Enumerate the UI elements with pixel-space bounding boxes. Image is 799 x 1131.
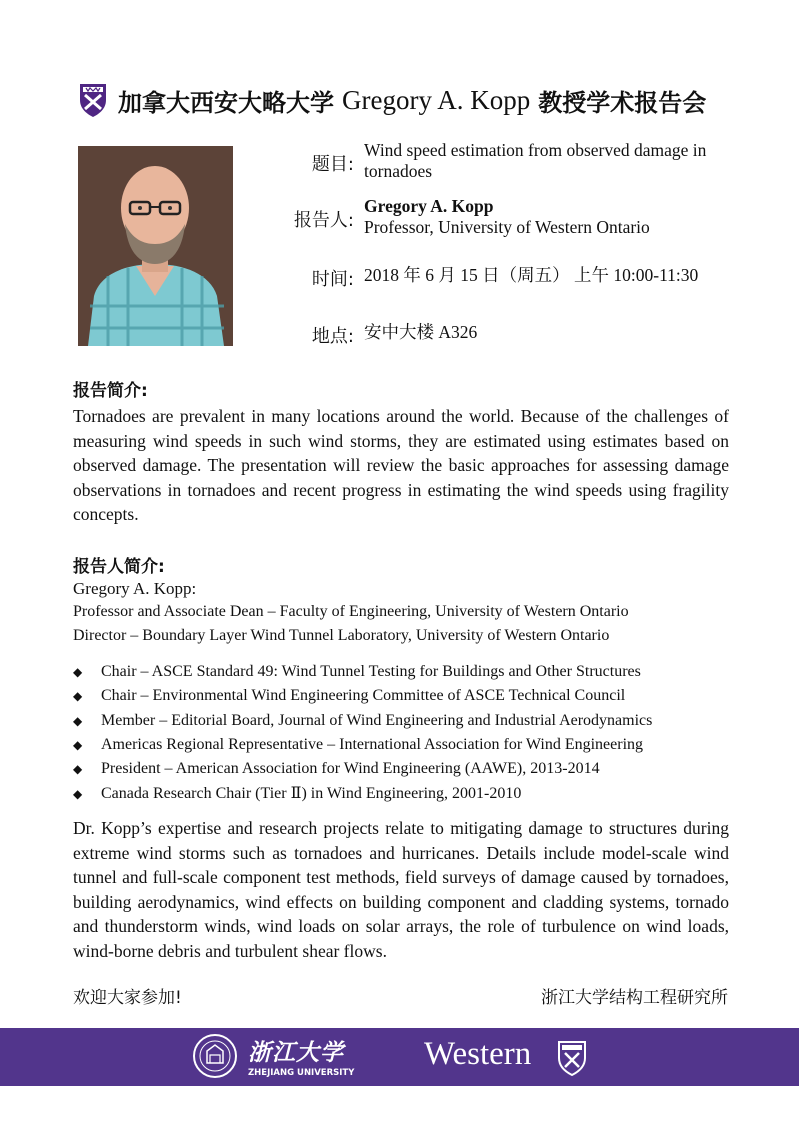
speaker-info: [364, 196, 650, 238]
diamond-bullet-icon: ◆: [73, 786, 83, 801]
topic-value: Wind speed estimation from observed damage in tornadoes: [364, 140, 707, 181]
list-item: ◆ Canada Research Chair (Tier Ⅱ) in Wind Engineering, 2001-2010: [73, 781, 753, 805]
abstract-text: Tornadoes are prevalent in many locations around the world. Because of the challenges of measuring wind speeds in such wind storms, they are estimated using estimates based on observed damage. The presentation will review the basic approaches for assessing damage observations in tornadoes and recent progress in estimating the wind speeds using fragility concepts.: [73, 406, 729, 524]
list-item: ◆ Americas Regional Representative – International Association for Wind Engineering: [73, 733, 753, 757]
time-value: 2018 年 6 月 15 日（周五） 上午 10:00-11:30: [364, 265, 699, 285]
zju-seal-icon: [192, 1033, 238, 1079]
list-item: ◆ President – American Association for Wind Engineering (AAWE), 2013-2014: [73, 757, 753, 781]
topic-label: 题目:: [311, 154, 354, 175]
western-logo: Western: [424, 1036, 532, 1072]
list-item: ◆ Chair – Environmental Wind Engineering Committee of ASCE Technical Council: [73, 684, 753, 708]
title-speaker-name: Gregory A. Kopp: [342, 84, 531, 115]
zju-logo-cn: 浙江大学: [248, 1039, 344, 1066]
diamond-bullet-icon: ◆: [73, 689, 83, 704]
bio-text: Dr. Kopp’s expertise and research projects relate to mitigating damage to structures during extreme wind storms such as tornadoes and hurricanes. Details include model-scale wind tunnel and full-scale component test methods, field surveys of damage caused by tornadoes, building aerodynamics, wind effects on building component and cladding systems, tornado and thunderstorm winds, wind loads on solar arrays, the role of turbulence on wind loads, wind-borne debris and turbulent shear flows.: [73, 818, 729, 961]
bio-name: Gregory A. Kopp:: [73, 579, 197, 598]
bio-heading: 报告人简介:: [73, 557, 165, 577]
speaker-name: Gregory A. Kopp: [364, 196, 494, 216]
diamond-bullet-icon: ◆: [73, 713, 83, 728]
place-label: 地点:: [311, 326, 354, 347]
list-item: ◆ Chair – ASCE Standard 49: Wind Tunnel Testing for Buildings and Other Structures: [73, 660, 753, 684]
western-crest-icon: [556, 1040, 588, 1076]
abstract-heading: 报告简介:: [73, 381, 148, 401]
speaker-title: Professor, University of Western Ontario: [364, 217, 650, 237]
place-value: 安中大楼 A326: [364, 322, 478, 342]
time-label: 时间:: [311, 269, 354, 290]
bio-list: [73, 660, 753, 806]
speaker-label: 报告人:: [293, 210, 354, 231]
bio-role: Professor and Associate Dean – Faculty of Engineering, University of Western Ontario: [73, 603, 629, 620]
speaker-portrait: [78, 146, 233, 346]
footer-banner: [0, 1028, 799, 1086]
topic-row: [258, 140, 734, 182]
diamond-bullet-icon: ◆: [73, 762, 83, 777]
bio-role: Director – Boundary Layer Wind Tunnel Laboratory, University of Western Ontario: [73, 627, 610, 644]
speaker-row: [258, 196, 650, 238]
western-crest-icon: [78, 82, 108, 118]
poster-header: [78, 80, 706, 120]
place-row: [258, 322, 477, 348]
time-row: [258, 265, 698, 291]
list-item: ◆ Member – Editorial Board, Journal of Wind Engineering and Industrial Aerodynamics: [73, 709, 753, 733]
title-event-cn: 教授学术报告会: [538, 88, 707, 117]
institute-name: 浙江大学结构工程研究所: [541, 988, 728, 1008]
diamond-bullet-icon: ◆: [73, 738, 83, 753]
zju-logo-en: ZHEJIANG UNIVERSITY: [248, 1068, 355, 1078]
welcome-text: 欢迎大家参加!: [73, 988, 182, 1008]
title-university-cn: 加拿大西安大略大学: [118, 88, 334, 117]
diamond-bullet-icon: ◆: [73, 665, 83, 680]
